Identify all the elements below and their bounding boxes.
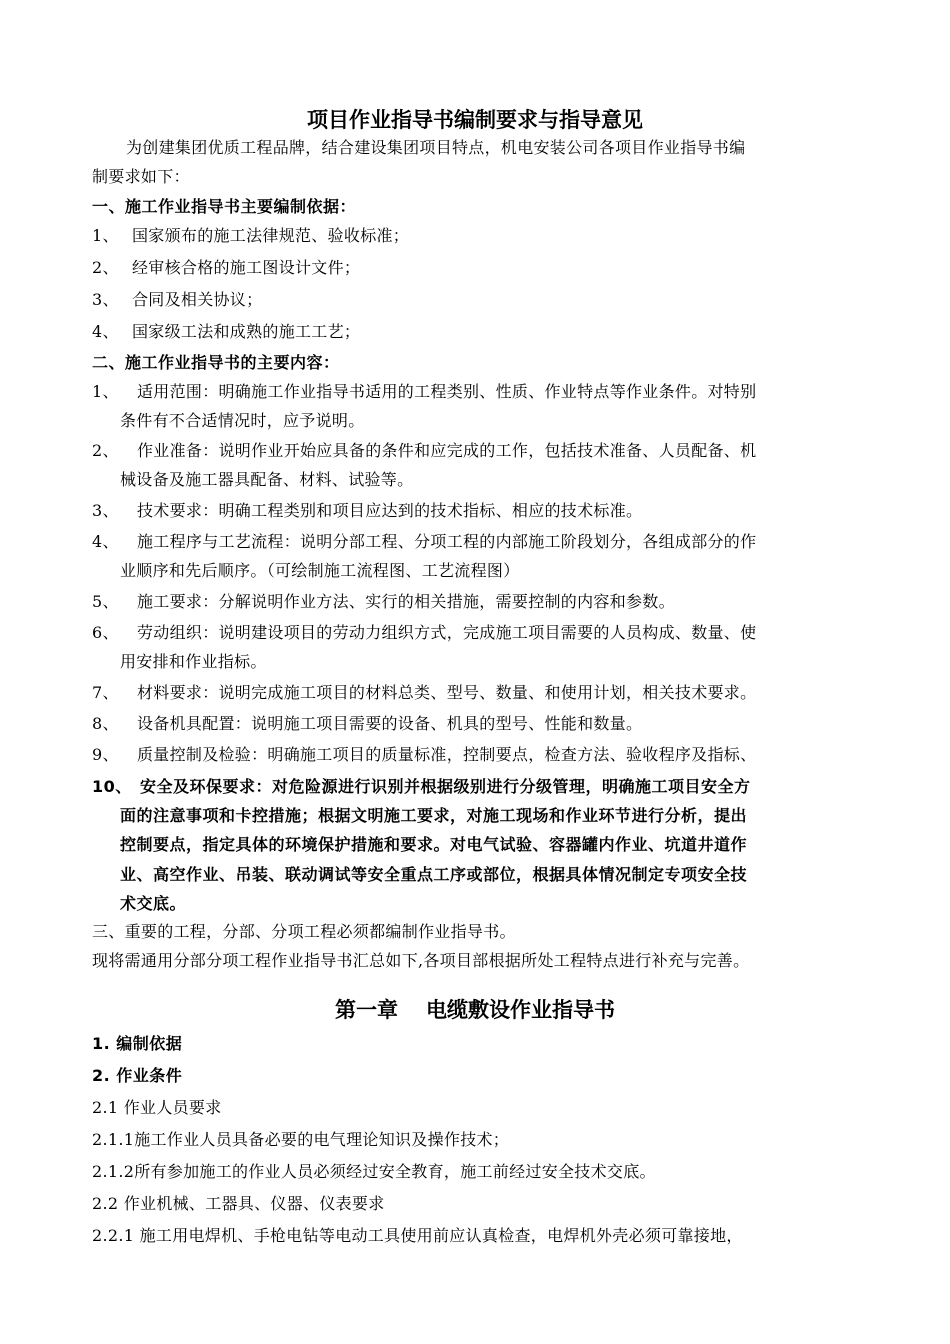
section-2-item-9 [92,742,756,765]
item-text: 质量控制及检验：明确施工项目的质量标准，控制要点，检查方法、验收程序及指标、 [137,745,757,764]
section-2-item-1 [92,379,756,402]
item-text: 设备机具配置：说明施工项目需要的设备、机具的型号、性能和数量。 [137,714,643,733]
item-number: 4、 [92,322,119,341]
item-number: 3、 [92,290,119,309]
subsection-2-1-1: 2.1.1施工作业人员具备必要的电气理论知识及操作技术； [92,1130,510,1149]
section-1-item-3 [92,287,262,310]
section-2-item-3 [92,498,642,521]
section-2-item-1-cont: 条件有不合适情况时，应予说明。 [120,411,365,430]
subsection-2-2: 2.2 作业机械、工器具、仪器、仪表要求 [92,1194,385,1213]
subsection-2-2-1: 2.2.1 施工用电焊机、手枪电钻等电动工具使用前应认真检查，电焊机外壳必须可靠接地， [92,1226,743,1245]
chapter-label: 第一章 [335,998,398,1022]
item-text: 合同及相关协议； [132,290,263,309]
item-text: 适用范围：明确施工作业指导书适用的工程类别、性质、作业特点等作业条件。对特别 [137,382,757,401]
item-text: 经审核合格的施工图设计文件； [132,258,361,277]
item-text: 技术要求：明确工程类别和项目应达到的技术指标、相应的技术标准。 [137,501,643,520]
section-2-item-4-cont: 业顺序和先后顺序。（可绘制施工流程图、工艺流程图） [120,561,520,580]
item-number: 5、 [92,592,119,611]
chapter-name: 电缆敷设作业指导书 [426,998,615,1022]
section-2-item-10 [92,774,751,797]
item-number: 9、 [92,745,119,764]
summary-text: 现将需通用分部分项工程作业指导书汇总如下,各项目部根据所处工程特点进行补充与完善。 [92,951,750,970]
item-number: 3、 [92,501,119,520]
item-number: 6、 [92,623,119,642]
section-1-item-1 [92,223,409,246]
section-2-item-10-cont-3: 业、高空作业、吊装、联动调试等安全重点工序或部位，根据具体情况制定专项安全技 [120,865,748,884]
section-2-item-8 [92,711,642,734]
item-text: 安全及环保要求：对危险源进行识别并根据级别进行分级管理，明确施工项目安全方 [140,777,751,796]
subsection-2-1-2: 2.1.2所有参加施工的作业人员必须经过安全教育，施工前经过安全技术交底。 [92,1162,656,1181]
item-text: 劳动组织：说明建设项目的劳动力组织方式，完成施工项目需要的人员构成、数量、使 [137,623,757,642]
item-number: 1、 [92,382,119,401]
item-text: 材料要求：说明完成施工项目的材料总类、型号、数量、和使用计划，相关技术要求。 [137,683,757,702]
section-2-item-6 [92,620,756,643]
intro-line-2: 制要求如下： [92,167,190,186]
item-number: 2、 [92,258,119,277]
section-2-item-7 [92,680,756,703]
item-text: 国家级工法和成熟的施工工艺； [132,322,361,341]
item-number: 4、 [92,532,119,551]
item-number: 7、 [92,683,119,702]
subsection-2-1: 2.1 作业人员要求 [92,1098,222,1117]
section-3-text: 三、重要的工程，分部、分项工程必须都编制作业指导书。 [92,922,516,941]
section-2-heading: 二、施工作业指导书的主要内容： [92,353,340,372]
item-number: 2、 [92,441,119,460]
section-1-heading: 一、施工作业指导书主要编制依据： [92,197,357,216]
section-2-item-5 [92,589,675,612]
section-2-item-6-cont: 用安排和作业指标。 [120,652,267,671]
section-2-item-10-cont-1: 面的注意事项和卡控措施；根据文明施工要求，对施工现场和作业环节进行分析，提出 [120,806,748,825]
item-text: 施工要求：分解说明作业方法、实行的相关措施，需要控制的内容和参数。 [137,592,675,611]
section-2-item-10-cont-4: 术交底。 [120,894,187,913]
section-2-item-2-cont: 械设备及施工器具配备、材料、试验等。 [120,470,414,489]
section-2-item-2 [92,438,756,461]
intro-line-1: 为创建集团优质工程品牌，结合建设集团项目特点，机电安装公司各项目作业指导书编 [126,138,746,157]
section-1-item-2 [92,255,360,278]
chapter-title [0,994,950,1024]
item-number: 1、 [92,226,119,245]
document-title: 项目作业指导书编制要求与指导意见 [307,108,643,132]
chapter-heading-2: 2. 作业条件 [92,1066,183,1085]
chapter-heading-1: 1. 编制依据 [92,1034,183,1053]
item-text: 国家颁布的施工法律规范、验收标准； [132,226,410,245]
section-2-item-4 [92,529,756,552]
section-2-item-10-cont-2: 控制要点，指定具体的环境保护措施和要求。对电气试验、容器罐内作业、坑道井道作 [120,835,748,854]
section-1-item-4 [92,319,360,342]
item-number: 10、 [92,777,132,796]
item-number: 8、 [92,714,119,733]
item-text: 作业准备：说明作业开始应具备的条件和应完成的工作，包括技术准备、人员配备、机 [137,441,757,460]
item-text: 施工程序与工艺流程：说明分部工程、分项工程的内部施工阶段划分，各组成部分的作 [137,532,757,551]
